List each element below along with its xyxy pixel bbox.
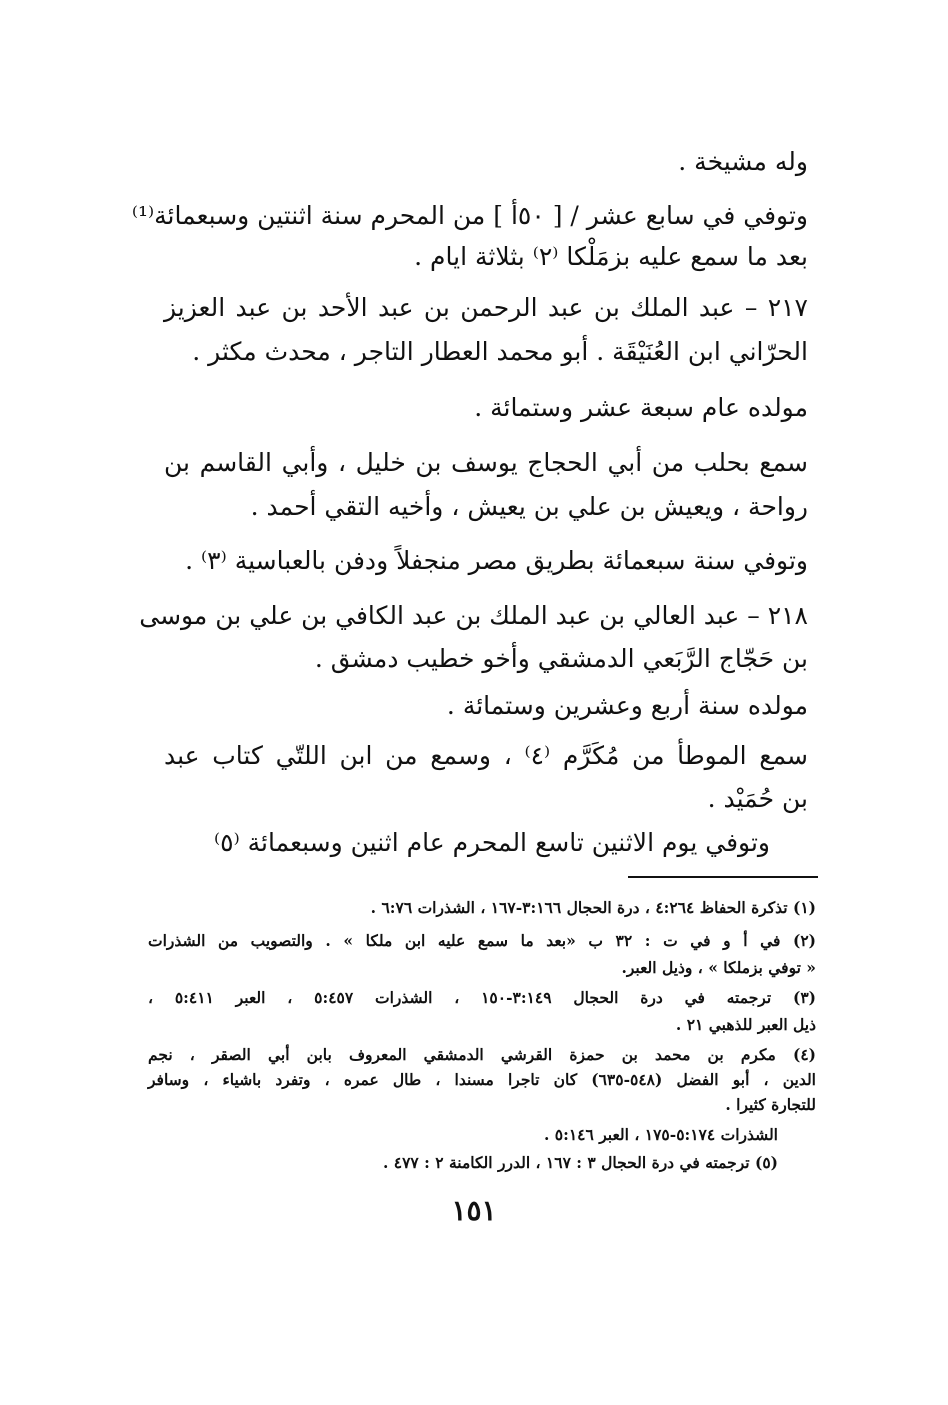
body-line: ٢١٨ – عبد العالي بن عبد الملك بن عبد الكافي بن علي بن موسى bbox=[139, 601, 808, 630]
body-line: وتوفي سنة سبعمائة بطريق مصر منجفلاً ودفن بالعباسية ⁽٣⁾ . bbox=[185, 546, 808, 575]
body-line: وتوفي في سابع عشر / [ ٥٠أ ] من المحرم سنة اثنتين وسبعمائة⁽¹⁾ bbox=[131, 201, 808, 230]
body-line: بن حُمَيْد . bbox=[707, 784, 808, 813]
body-line: رواحة ، ويعيش بن علي بن يعيش ، وأخيه التقي أحمد . bbox=[250, 492, 808, 521]
footnote-line: (٢) في أ و في ت : ٣٢ ب «بعد ما سمع عليه ابن ملكا » . والتصويب من الشذرات bbox=[148, 931, 816, 950]
page-number: ١٥١ bbox=[451, 1194, 497, 1227]
body-line: بن حَجّاج الرَّبَعي الدمشقي وأخو خطيب دمشق . bbox=[314, 644, 808, 673]
body-line: مولده عام سبعة عشر وستمائة . bbox=[474, 393, 808, 422]
footnote-line: الشذرات ٥:١٧٤-١٧٥ ، العبر ٥:١٤٦ . bbox=[544, 1125, 778, 1144]
footnote-line: (٤) مكرم بن محمد بن حمزة القرشي الدمشقي المعروف بابن أبي الصقر ، نجم bbox=[148, 1045, 816, 1064]
footnote-line: ذيل العبر للذهبي ٢١ . bbox=[675, 1015, 816, 1034]
body-line: مولده سنة أربع وعشرين وستمائة . bbox=[446, 691, 808, 720]
body-line: سمع بحلب من أبي الحجاج يوسف بن خليل ، وأبي القاسم بن bbox=[164, 448, 808, 477]
footnote-line: الدين ، أبو الفضل (٥٤٨-٦٣٥) كان تاجرا مسندا ، طال عمره ، وتفرد باشياء ، وسافر bbox=[148, 1070, 816, 1089]
body-line: ٢١٧ – عبد الملك بن عبد الرحمن بن عبد الأحد بن عبد العزيز bbox=[164, 293, 808, 322]
body-line: وله مشيخة . bbox=[678, 147, 808, 176]
body-line: الحرّاني ابن العُنَيْقَة . أبو محمد العطار التاجر ، محدث مكثر . bbox=[192, 337, 808, 366]
footnote-line: « توفي بزملكا » ، وذيل العبر. bbox=[621, 958, 816, 977]
footnote-line: (٣) ترجمته في درة الحجال ٣:١٤٩-١٥٠ ، الشذرات ٥:٤٥٧ ، العبر ٥:٤١١ ، bbox=[148, 988, 816, 1007]
footnote-separator bbox=[628, 876, 818, 878]
footnote-line: (١) تذكرة الحفاظ ٤:٢٦٤ ، درة الحجال ٣:١٦٦-١٦٧ ، الشذرات ٦:٧٦ . bbox=[370, 898, 816, 917]
footnote-line: (٥) ترجمته في درة الحجال ٣ : ١٦٧ ، الدرر الكامنة ٢ : ٤٧٧ . bbox=[382, 1153, 778, 1172]
body-line: وتوفي يوم الاثنين تاسع المحرم عام اثنين وسبعمائة ⁽٥⁾ bbox=[213, 828, 770, 857]
body-line: بعد ما سمع عليه بزمَلْكا ⁽٢⁾ بثلاثة ايام . bbox=[414, 242, 808, 271]
body-line: سمع الموطأ من مُكَرَّم ⁽٤⁾ ، وسمع من ابن اللتّي كتاب عبد bbox=[164, 741, 809, 770]
footnote-line: للتجارة كثيرا . bbox=[725, 1095, 816, 1114]
